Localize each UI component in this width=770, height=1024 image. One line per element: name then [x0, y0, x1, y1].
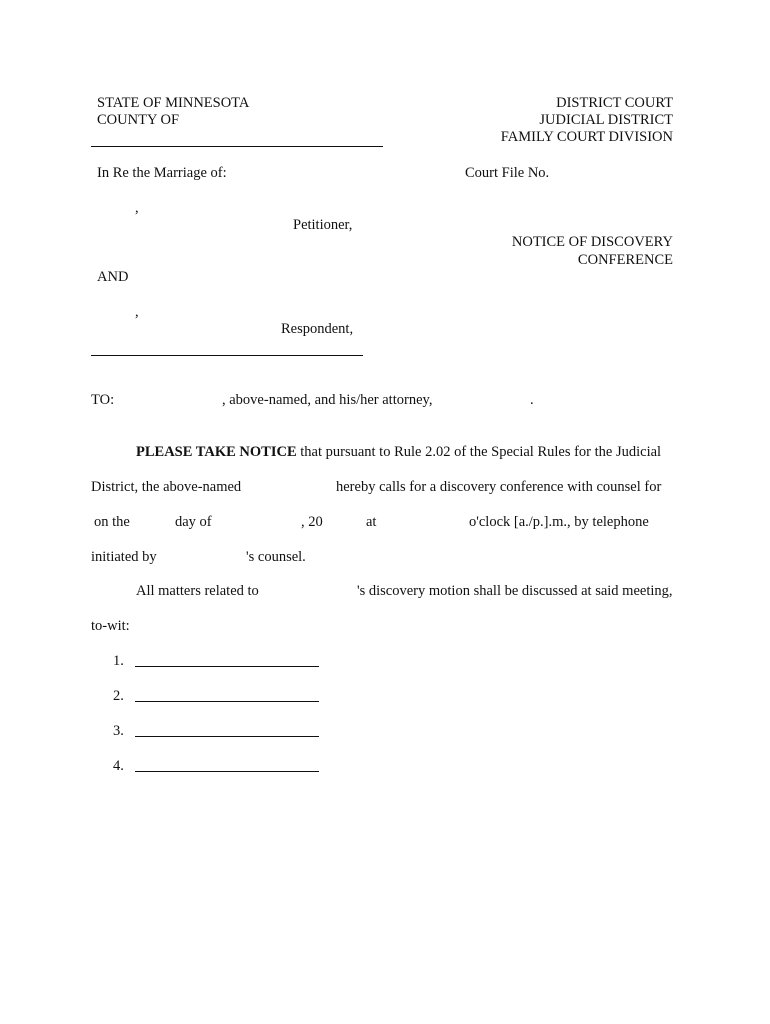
item-number-2: 2.: [113, 688, 124, 704]
above-named-text: , above-named, and his/her attorney,: [222, 392, 433, 408]
matters-related-label: All matters related to: [136, 583, 259, 599]
oclock-text: o'clock [a./p.].m., by telephone: [469, 514, 649, 530]
counsel-text: 's counsel.: [246, 549, 306, 565]
year-label: , 20: [301, 514, 323, 530]
item-blank-3[interactable]: [135, 736, 319, 737]
notice-line-1: [136, 444, 661, 461]
court-file-number: Court File No.: [465, 165, 550, 181]
item-number-4: 4.: [113, 758, 124, 774]
at-label: at: [366, 514, 377, 530]
notice-line-2a: District, the above-named: [91, 479, 242, 495]
notice-line-2b: hereby calls for a discovery conference with counsel for: [336, 479, 662, 495]
item-blank-2[interactable]: [135, 701, 319, 702]
item-blank-1[interactable]: [135, 666, 319, 667]
to-wit-label: to-wit:: [91, 618, 130, 634]
in-re-marriage: In Re the Marriage of:: [97, 165, 227, 181]
discovery-motion-text: 's discovery motion shall be discussed at said meeting,: [357, 583, 673, 599]
respondent-label: Respondent,: [281, 321, 354, 337]
petitioner-label: Petitioner,: [293, 217, 353, 233]
to-line-period: .: [530, 392, 534, 408]
petitioner-name-comma: ,: [135, 200, 139, 216]
caption-divider: [91, 355, 363, 356]
court-name: DISTRICT COURT: [556, 95, 673, 111]
respondent-name-comma: ,: [135, 304, 139, 320]
state-name: STATE OF MINNESOTA: [97, 95, 250, 111]
and-label: AND: [97, 269, 129, 285]
document-title-line1: NOTICE OF DISCOVERY: [511, 234, 673, 250]
day-of-label: day of: [175, 514, 212, 530]
please-take-notice: PLEASE TAKE NOTICE: [136, 444, 297, 460]
notice-line-1-rest: that pursuant to Rule 2.02 of the Special Rules for the Judicial: [300, 444, 662, 460]
item-number-3: 3.: [113, 723, 124, 739]
court-division: FAMILY COURT DIVISION: [500, 129, 673, 145]
initiated-by-label: initiated by: [91, 549, 157, 565]
county-divider: [91, 146, 383, 147]
to-label: TO:: [91, 392, 115, 408]
on-the-label: on the: [94, 514, 130, 530]
item-blank-4[interactable]: [135, 771, 319, 772]
document-title-line2: CONFERENCE: [577, 252, 673, 268]
judicial-district: JUDICIAL DISTRICT: [539, 112, 673, 128]
item-number-1: 1.: [113, 653, 124, 669]
county-label: COUNTY OF: [97, 112, 180, 128]
